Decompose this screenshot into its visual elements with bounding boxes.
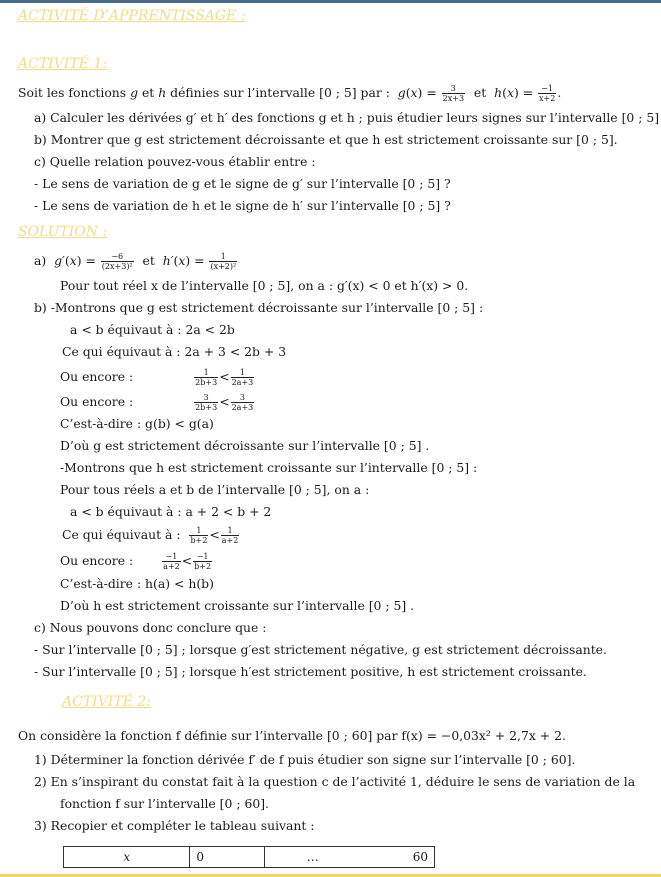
solution-b-line8: -Montrons que h est strictement croissante sur l’intervalle [0 ; 5] : xyxy=(60,460,478,475)
solution-b-line7: D’où g est strictement décroissante sur l’intervalle [0 ; 5] . xyxy=(60,438,430,453)
activite1-question-c1: - Le sens de variation de g et le signe de g′ sur l’intervalle [0 ; 5] ? xyxy=(34,176,451,191)
solution-a-derivatives: a) g′(x) = $\frac{-6}{\text{(2x+3)²}}$ et h′(x) = $\frac{1}{\text{(x+2)²}}$ xyxy=(34,252,237,271)
variation-table xyxy=(63,846,435,868)
top-rule xyxy=(0,0,661,3)
table-row xyxy=(64,847,435,868)
activite1-question-c: c) Quelle relation pouvez-vous établir entre : xyxy=(34,154,316,169)
solution-b-line6: C’est-à-dire : g(b) < g(a) xyxy=(60,416,214,431)
solution-b-line3: Ce qui équivaut à : 2a + 3 < 2b + 3 xyxy=(62,344,287,359)
activite1-question-a: a) Calculer les dérivées g′ et h′ des fonctions g et h ; puis étudier leurs signes sur l’intervalle [0 ; 5] xyxy=(34,110,660,125)
solution-b-line11: Ce qui équivaut à : $\frac{1}{b+2}$ < $\frac{1}{a+2}$ xyxy=(62,526,239,545)
solution-b-line5: Ou encore : $\frac{3}{2b+3}$ < $\frac{3}{2a+3}$ xyxy=(60,393,254,412)
page-title: ACTIVITÉ D’APPRENTISSAGE : xyxy=(18,8,246,24)
activite2-title: ACTIVITÉ 2: xyxy=(62,694,151,710)
activite1-question-c2: - Le sens de variation de h et le signe de h′ sur l’intervalle [0 ; 5] ? xyxy=(34,198,451,213)
activite2-intro: On considère la fonction f définie sur l’intervalle [0 ; 60] par f(x) = −0,03x² + 2,7x + 2. xyxy=(18,728,566,743)
solution-b-line4: Ou encore : $\frac{1}{2b+3}$ < $\frac{1}{2a+3}$ xyxy=(60,368,254,387)
activite1-title: ACTIVITÉ 1: xyxy=(18,56,107,72)
table-cell-start: 0 xyxy=(190,847,265,868)
table-cell-x-label: x xyxy=(64,847,190,868)
solution-title: SOLUTION : xyxy=(18,224,108,240)
activite1-question-b: b) Montrer que g est strictement décroissante et que h est strictement croissante sur [0 ; 5]. xyxy=(34,132,618,147)
solution-b-line13: C’est-à-dire : h(a) < h(b) xyxy=(60,576,214,591)
solution-b-line10: a < b équivaut à : a + 2 < b + 2 xyxy=(70,504,272,519)
solution-b-line9: Pour tous réels a et b de l’intervalle [0 ; 5], on a : xyxy=(60,482,370,497)
activite2-q1: 1) Déterminer la fonction dérivée f′ de f puis étudier son signe sur l’intervalle [0 ; 60]. xyxy=(34,752,576,767)
solution-b-line14: D’où h est strictement croissante sur l’intervalle [0 ; 5] . xyxy=(60,598,415,613)
table-cell-ellipsis: … xyxy=(265,847,360,868)
solution-c-line2: - Sur l’intervalle [0 ; 5] ; lorsque g′est strictement négative, g est strictement décroissante. xyxy=(34,642,607,657)
activite1-intro: Soit les fonctions g et h définies sur l’intervalle [0 ; 5] par : g(x) = $\frac{3}{2x+3}$ et h(x) = $\frac{-1}{x+2}$ . xyxy=(18,84,562,103)
solution-b-line1: b) -Montrons que g est strictement décroissante sur l’intervalle [0 ; 5] : xyxy=(34,300,484,315)
solution-b-line2: a < b équivaut à : 2a < 2b xyxy=(70,322,235,337)
solution-c-line3: - Sur l’intervalle [0 ; 5] ; lorsque h′est strictement positive, h est strictement croissante. xyxy=(34,664,587,679)
solution-c-line1: c) Nous pouvons donc conclure que : xyxy=(34,620,267,635)
activite2-q3: 3) Recopier et compléter le tableau suivant : xyxy=(34,818,315,833)
table-cell-end: 60 xyxy=(360,847,435,868)
solution-b-line12: Ou encore : $\frac{-1}{a+2}$ < $\frac{-1}{b+2}$ xyxy=(60,552,212,571)
activite2-q2-line2: fonction f sur l’intervalle [0 ; 60]. xyxy=(60,796,269,811)
activite2-q2-line1: 2) En s’inspirant du constat fait à la question c de l’activité 1, déduire le sens de variation de la xyxy=(34,774,636,789)
solution-a-sign: Pour tout réel x de l’intervalle [0 ; 5], on a : g′(x) < 0 et h′(x) > 0. xyxy=(60,278,469,293)
